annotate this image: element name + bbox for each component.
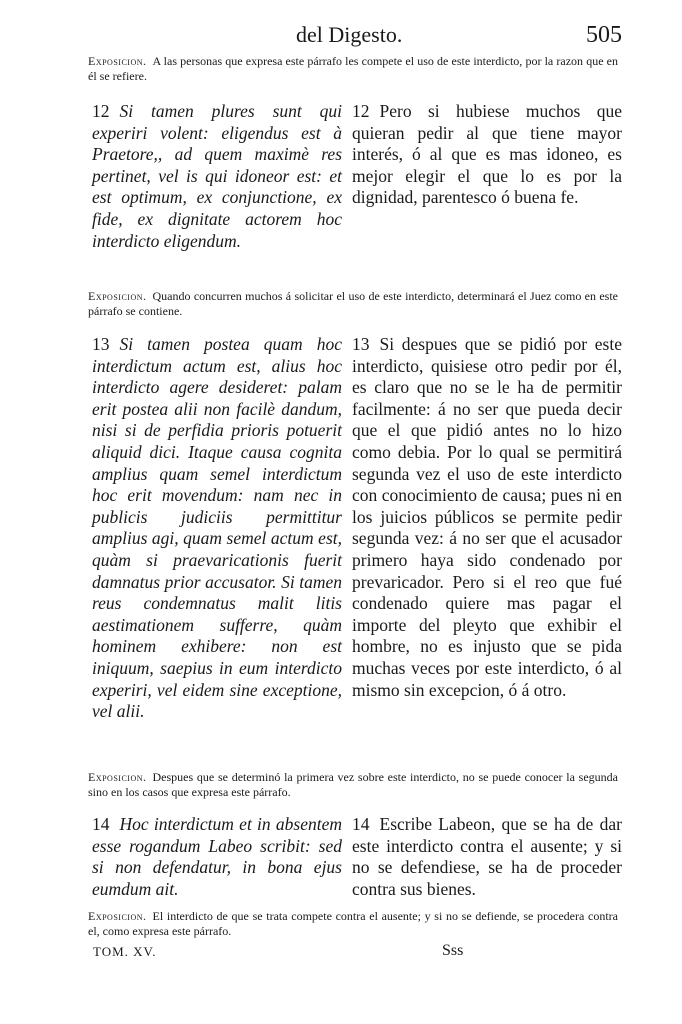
exposicion-note-3 <box>88 770 618 800</box>
paragraph-number: 13 <box>92 334 110 354</box>
spanish-paragraph-12 <box>352 101 622 209</box>
page-footer <box>0 944 682 968</box>
exposicion-label: Exposicion. <box>88 54 147 68</box>
paragraph-number: 14 <box>352 814 370 834</box>
paragraph-number: 14 <box>92 814 110 834</box>
exposicion-text: Quando concurren muchos á solicitar el uso de este interdicto, determinará el Juez como en este párrafo se contiene. <box>88 289 618 318</box>
spanish-text: Escribe Labeon, que se ha de dar este interdicto contra el ausente; y si no se defendiese, se ha de proceder contra sus bienes. <box>352 814 622 899</box>
latin-paragraph-13 <box>92 334 342 723</box>
spanish-text: Si despues que se pidió por este interdicto, quisiese otro pedir por él, es claro que no se le ha de permitir facilmente: á no ser que pueda decir que el que pidió antes no lo hizo como debia. Por lo qual se permitirá segunda vez el uso de este interdicto con conocimiento de causa; pues ni en los juicios públicos se permite pedir segunda vez: á no ser que el acusador primero haya sido condenado por prevaricador. Pero si el reo que fué condenado quiere mas pagar el importe del pleyto que exhibir el hombre, no es injusto que se pida muchas veces por este interdicto, ó al mismo sin excepcion, ó á otro. <box>352 334 622 700</box>
paragraph-number: 12 <box>352 101 370 121</box>
exposicion-text: Despues que se determinó la primera vez sobre este interdicto, no se puede conocer la segunda sino en los casos que expresa este párrafo. <box>88 770 618 799</box>
running-title: del Digesto. <box>296 22 403 47</box>
spanish-paragraph-13 <box>352 334 622 701</box>
paragraph-number: 13 <box>352 334 370 354</box>
latin-text: Si tamen plures sunt qui experiri volent: eligendus est à Praetore,, ad quem maximè res pertinet, vel is qui idoneor est: et est optimum, ex conjunctione, ex fide, ex dignitate actorem hoc interdicto eligendum. <box>92 101 342 251</box>
latin-paragraph-14 <box>92 814 342 900</box>
volume-mark: TOM. XV. <box>93 944 157 959</box>
exposicion-note-1 <box>88 54 618 84</box>
signature-mark: Sss <box>442 942 464 959</box>
exposicion-text: El interdicto de que se trata compete contra el ausente; y si no se defiende, se procedera contra el, como expresa este párrafo. <box>88 909 618 938</box>
exposicion-note-2 <box>88 289 618 319</box>
paragraph-number: 12 <box>92 101 110 121</box>
spanish-paragraph-14 <box>352 814 622 900</box>
exposicion-label: Exposicion. <box>88 909 147 923</box>
exposicion-text: A las personas que expresa este párrafo les compete el uso de este interdicto, por la razon que en él se refiere. <box>88 54 618 83</box>
spanish-text: Pero si hubiese muchos que quieran pedir al que tiene mayor interés, ó al que es mas idoneo, es mejor elegir el que lo es por la dignidad, parentesco ó buena fe. <box>352 101 622 208</box>
running-header <box>0 22 682 52</box>
exposicion-label: Exposicion. <box>88 289 147 303</box>
latin-text: Si tamen postea quam hoc interdictum actum est, alius hoc interdicto agere desideret: palam erit postea alii non facilè dandum, nisi si de perfidia prioris potuerit aliquid dici. Itaque causa cognita amplius quam semel interdictum hoc erit movendum: nam nec in publicis judiciis permittitur amplius agi, quam semel actum est, quàm si praevaricationis fuerit damnatus prior accusator. Si tamen reus condemnatus malit litis aestimationem sufferre, quàm hominem exhibere: non est iniquum, saepius in eum interdicto experiri, vel eidem sine exceptione, vel alii. <box>92 334 342 722</box>
exposicion-label: Exposicion. <box>88 770 147 784</box>
latin-text: Hoc interdictum et in absentem esse rogandum Labeo scribit: sed si non defendatur, in bona ejus eumdum ait. <box>92 814 342 899</box>
exposicion-note-4 <box>88 909 618 939</box>
latin-paragraph-12 <box>92 101 342 252</box>
page-number: 505 <box>586 22 622 48</box>
